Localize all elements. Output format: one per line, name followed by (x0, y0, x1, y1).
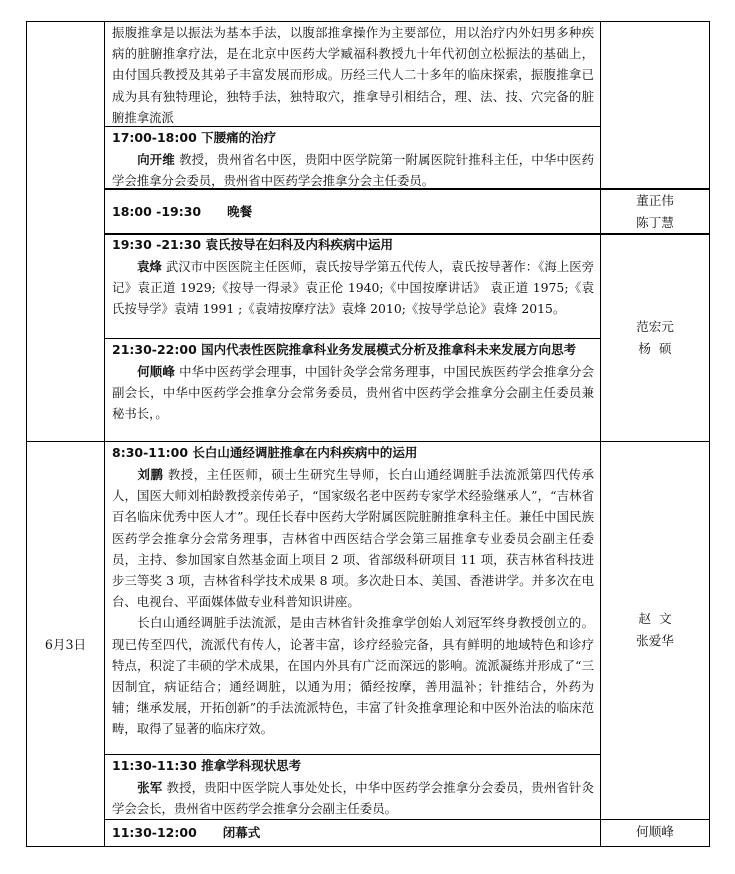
session-label: 闭幕式 (222, 825, 261, 840)
session-title: 8:30-11:00 长白山通经调脏推拿在内科疾病中的运用 (112, 445, 418, 460)
session-block (112, 755, 594, 819)
speaker-name: 袁烽 (137, 259, 162, 274)
host-name: 张爱华 (636, 633, 674, 648)
session-block (112, 127, 594, 191)
session-block (112, 201, 594, 223)
speaker-name: 何顺峰 (137, 364, 175, 379)
date-label: 6月3日 (44, 637, 87, 652)
date-cell (27, 634, 104, 653)
host-cell (601, 190, 709, 234)
host-name: 陈丁慧 (636, 215, 674, 230)
table-border-bottom (26, 846, 710, 847)
host-name: 杨 硕 (638, 341, 672, 356)
session-intro (112, 22, 594, 128)
column-divider-1 (104, 21, 105, 847)
session-paragraph: 振腹推拿是以振法为基本手法，以腹部推拿操作为主要部位，用以治疗内外妇男多种疾病的脏腑推拿疗法，是在北京中医药大学臧福科教授九十年代初创立松振法的基础上，由付国兵教授及其弟子丰富发展而形成。历经三代人二十多年的临床探索，振腹推拿已成为具有独特理论，独特手法，独特取穴，推拿导引相结合，理、法、技、穴完备的脏腑推拿流派 (112, 25, 594, 125)
host-name: 何顺峰 (636, 824, 674, 839)
speaker-bio: 中华中医药学会理事，中国针灸学会常务理事，中国民族医药学会推拿分会副会长，中华中医药学会推拿分会常务委员，贵州省中医药学会推拿分会副主任委员兼秘书长，。 (112, 364, 594, 422)
column-divider-2 (600, 21, 601, 847)
speaker-name: 张军 (137, 780, 163, 795)
speaker-bio: 教授，贵阳中医学院人事处处长，中华中医药学会推拿分会委员，贵州省针灸学会会长，贵州省中医药学会推拿分会副主任委员。 (112, 780, 594, 817)
speaker-bio: 武汉市中医医院主任医师，袁氏按导学第五代传人，袁氏按导著作：《海上医旁记》袁正道 1929;《按导一得录》袁正伦 1940;《中国按摩讲话》 袁正道 1975;《袁氏按导学》袁靖 1991 ;《袁靖按摩疗法》袁烽 2010;《按导学总论》袁烽 2015。 (112, 259, 595, 317)
speaker-name: 刘鹏 (137, 467, 164, 482)
speaker-name: 向开维 (137, 152, 175, 167)
session-time: 18:00 -19:30 (112, 204, 202, 219)
session-block (112, 822, 594, 844)
session-block (112, 234, 594, 320)
host-cell (601, 821, 709, 843)
table-border-right (709, 21, 710, 847)
session-block (112, 339, 594, 425)
host-name: 范宏元 (636, 319, 674, 334)
speaker-bio: 教授，主任医师，硕士生研究生导师，长白山通经调脏手法流派第四代传承人，国医大师刘柏龄教授亲传弟子，“国家级名老中医药专家学术经验继承人”，“吉林省百名临床优秀中医人才”。现任长春中医药大学附属医院脏腑推拿科主任。兼任中国民族医药学会推拿分会常务理事，吉林省中西医结合学会第三届推拿专业委员会副主任委员，主持、参加国家自然基金面上项目 2 项、省部级科研项目 11 项，获吉林省科技进步三等奖 3 项，吉林省科学技术成果 8 项。多次赴日本、美国、香港讲学。并多次在电台、电视台、平面媒体做专业科普知识讲座。 (112, 467, 594, 610)
session-title: 11:30-11:30 推拿学科现状思考 (112, 758, 302, 773)
host-name: 赵 文 (638, 611, 672, 626)
session-label: 晚餐 (227, 204, 253, 219)
session-title: 19:30 -21:30 袁氏按导在妇科及内科疾病中运用 (112, 237, 393, 252)
host-cell (601, 608, 709, 652)
session-title: 21:30-22:00 国内代表性医院推拿科业务发展模式分析及推拿科未来发展方向思考 (112, 342, 577, 357)
session-time: 11:30-12:00 (112, 825, 197, 840)
host-name: 董正伟 (636, 193, 674, 208)
session-paragraph: 长白山通经调脏手法流派，是由吉林省针灸推拿学创始人刘冠军终身教授创立的。现已传至四代，流派代有传人，论著丰富，诊疗经验完备，具有鲜明的地域特色和诊疗特点，积淀了丰硕的学术成果，在国内外具有广泛而深远的影响。流派凝练并形成了“三因制宜，病证结合；通经调脏，以通为用；循经按摩，善用温补；针推结合，外药为辅；继承发展，开拓创新”的手法流派特色，丰富了针灸推拿理论和中医外治法的临床范畴，取得了显著的临床疗效。 (112, 615, 594, 737)
session-title: 17:00-18:00 下腰痛的治疗 (112, 130, 277, 145)
speaker-bio: 教授，贵州省名中医，贵阳中医学院第一附属医院针推科主任，中华中医药学会推拿分会委员，贵州省中医药学会推拿分会主任委员。 (112, 152, 594, 189)
session-block (112, 442, 594, 740)
host-cell (601, 316, 709, 360)
table-border-left (26, 21, 27, 847)
